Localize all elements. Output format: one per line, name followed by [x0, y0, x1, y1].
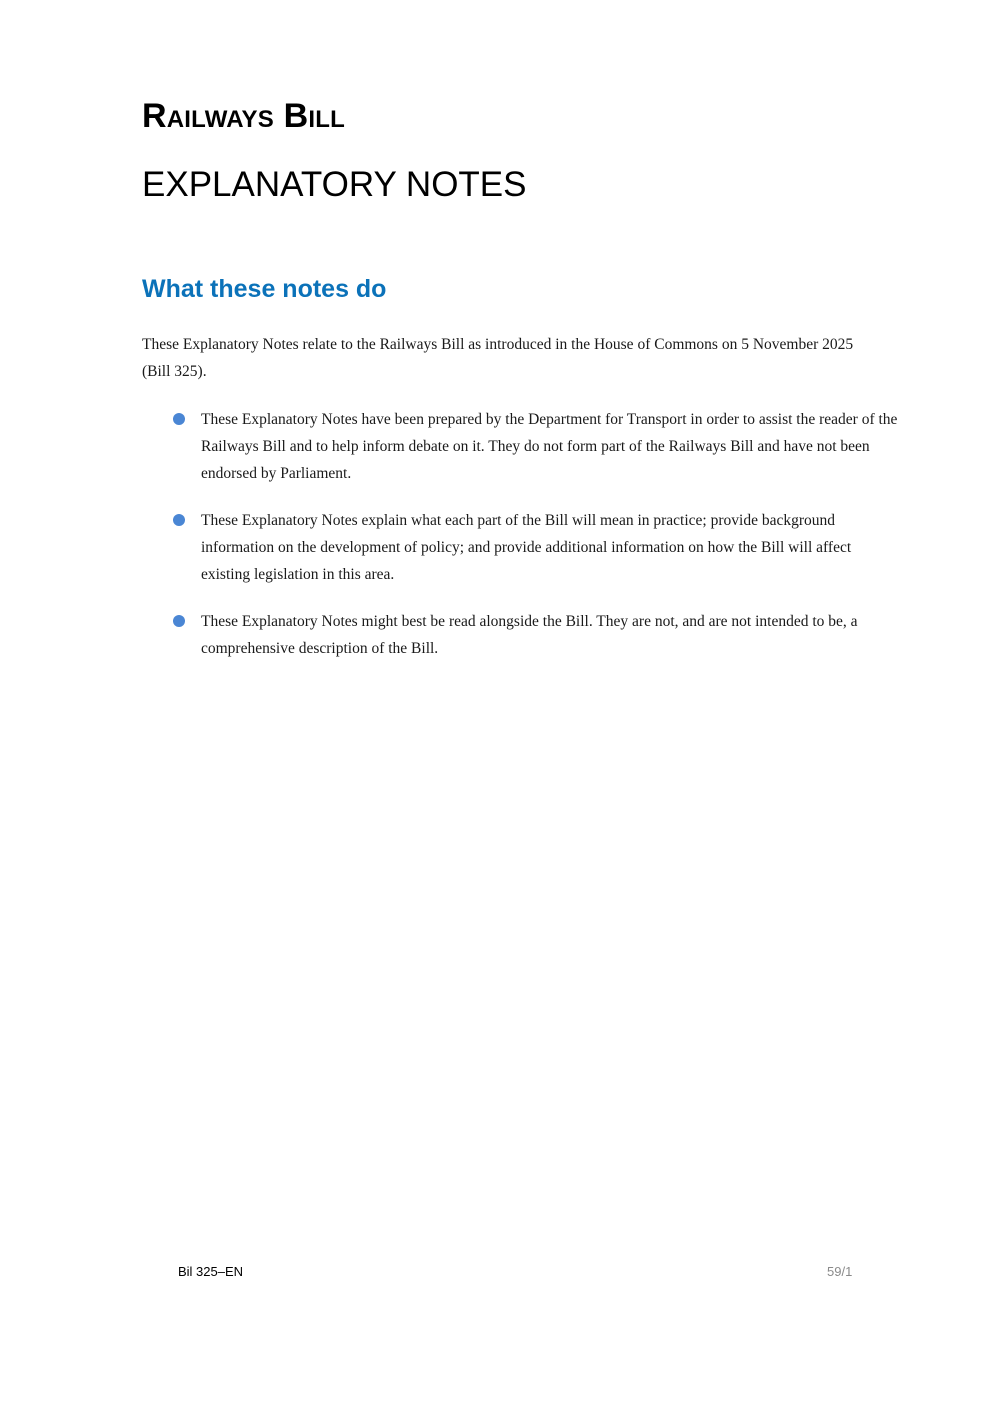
footer-page-code: 59/1 — [827, 1264, 853, 1279]
list-item — [142, 507, 902, 588]
bullet-icon — [173, 615, 185, 627]
intro-paragraph: These Explanatory Notes relate to the Railways Bill as introduced in the House of Commons on 5 November 2025 (Bill 325). — [142, 336, 854, 380]
list-item-text: These Explanatory Notes have been prepared by the Department for Transport in order to assist the reader of the Railways Bill and to help inform debate on it. They do not form part of the Railways Bill and have not been endorsed by Parliament. — [201, 411, 898, 482]
list-item-text: These Explanatory Notes explain what each part of the Bill will mean in practice; provide background information on the development of policy; and provide additional information on how the Bill will affect existing legislation in this area. — [201, 512, 852, 583]
footer-bill-reference: Bil 325–EN — [178, 1264, 244, 1279]
bullet-icon — [173, 413, 185, 425]
list-item-text: These Explanatory Notes might best be read alongside the Bill. They are not, and are not intended to be, a comprehensive description of the Bill. — [201, 613, 858, 657]
bill-title: Railways Bill — [142, 97, 345, 135]
document-type-title: EXPLANATORY NOTES — [142, 165, 527, 204]
list-item — [142, 406, 902, 487]
bullet-icon — [173, 514, 185, 526]
list-item — [142, 608, 902, 662]
section-heading: What these notes do — [142, 275, 387, 303]
bullet-list — [142, 406, 902, 682]
